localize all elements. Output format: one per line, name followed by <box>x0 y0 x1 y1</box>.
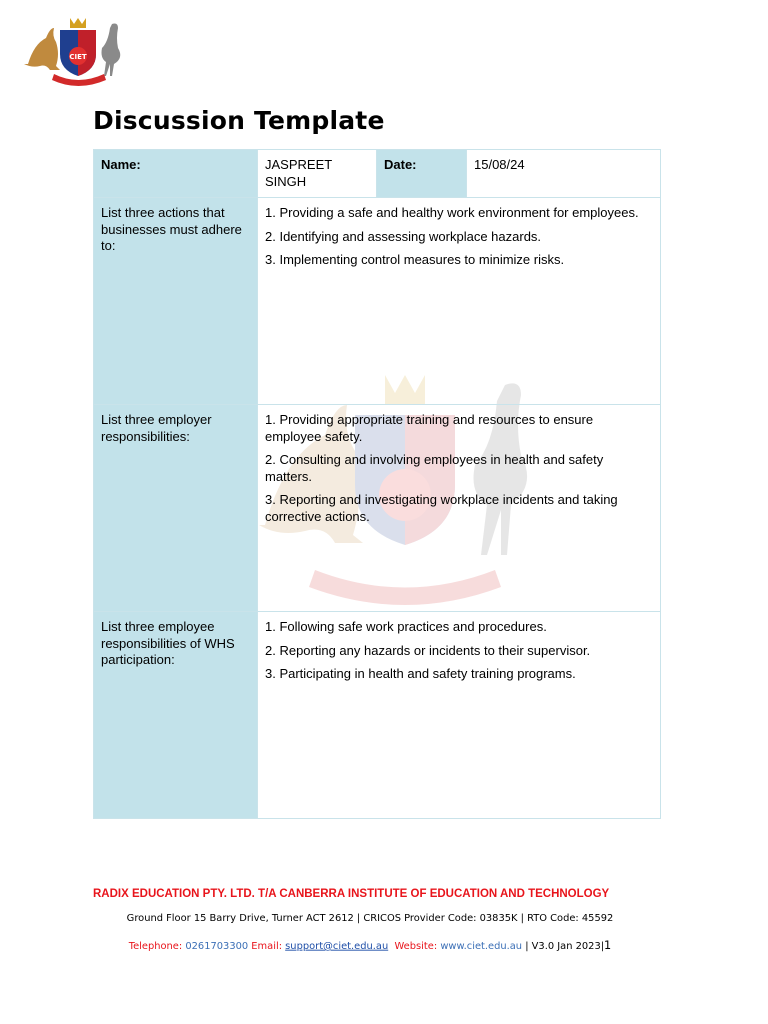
answer-item: 3. Participating in health and safety training programs. <box>265 666 576 681</box>
discussion-form-table <box>93 149 661 819</box>
answer-item: 3. Implementing control measures to minimize risks. <box>265 252 565 267</box>
answer-item: 1. Providing appropriate training and resources to ensure employee safety. <box>265 412 594 444</box>
answer-item: 2. Identifying and assessing workplace hazards. <box>265 228 542 244</box>
question-row <box>94 198 661 405</box>
footer-contact-line <box>22 938 718 951</box>
name-value[interactable]: JASPREET SINGH <box>258 150 377 198</box>
question-row <box>94 405 661 612</box>
name-label: Name: <box>94 150 258 198</box>
page-title: Discussion Template <box>93 106 385 135</box>
answer-item: 2. Reporting any hazards or incidents to their supervisor. <box>265 642 591 658</box>
telephone-label: Telephone: <box>128 940 183 952</box>
date-label: Date: <box>377 150 467 198</box>
ciet-logo <box>20 14 130 86</box>
date-value[interactable]: 15/08/24 <box>467 150 661 198</box>
website-link[interactable]: www.ciet.edu.au <box>440 940 523 952</box>
question-row <box>94 612 661 819</box>
answer-item: 1. Following safe work practices and procedures. <box>265 619 547 634</box>
footer-address: Ground Floor 15 Barry Drive, Turner ACT 2612 | CRICOS Provider Code: 03835K | RTO Code: 45592 <box>126 912 614 924</box>
answer-cell[interactable] <box>258 198 661 405</box>
email-label: Email: <box>251 940 283 952</box>
version-text: | V3.0 Jan 2023| <box>525 940 605 952</box>
question-label: List three employer responsibilities: <box>94 405 258 612</box>
answer-cell[interactable] <box>258 405 661 612</box>
answer-item: 1. Providing a safe and healthy work environment for employees. <box>265 205 639 220</box>
answer-item: 3. Reporting and investigating workplace incidents and taking corrective actions. <box>265 492 618 524</box>
answer-cell[interactable] <box>258 612 661 819</box>
footer-company-name: RADIX EDUCATION PTY. LTD. T/A CANBERRA INSTITUTE OF EDUCATION AND TECHNOLOGY <box>93 888 610 900</box>
question-label: List three employee responsibilities of WHS participation: <box>94 612 258 819</box>
name-date-row <box>94 150 661 198</box>
answer-item: 2. Consulting and involving employees in health and safety matters. <box>265 452 604 484</box>
question-label: List three actions that businesses must adhere to: <box>94 198 258 405</box>
page-number: 1 <box>604 938 612 952</box>
svg-text:CIET: CIET <box>69 53 87 61</box>
website-label: Website: <box>394 940 438 952</box>
telephone-value[interactable]: 0261703300 <box>185 940 249 952</box>
email-link[interactable]: support@ciet.edu.au <box>285 940 389 952</box>
